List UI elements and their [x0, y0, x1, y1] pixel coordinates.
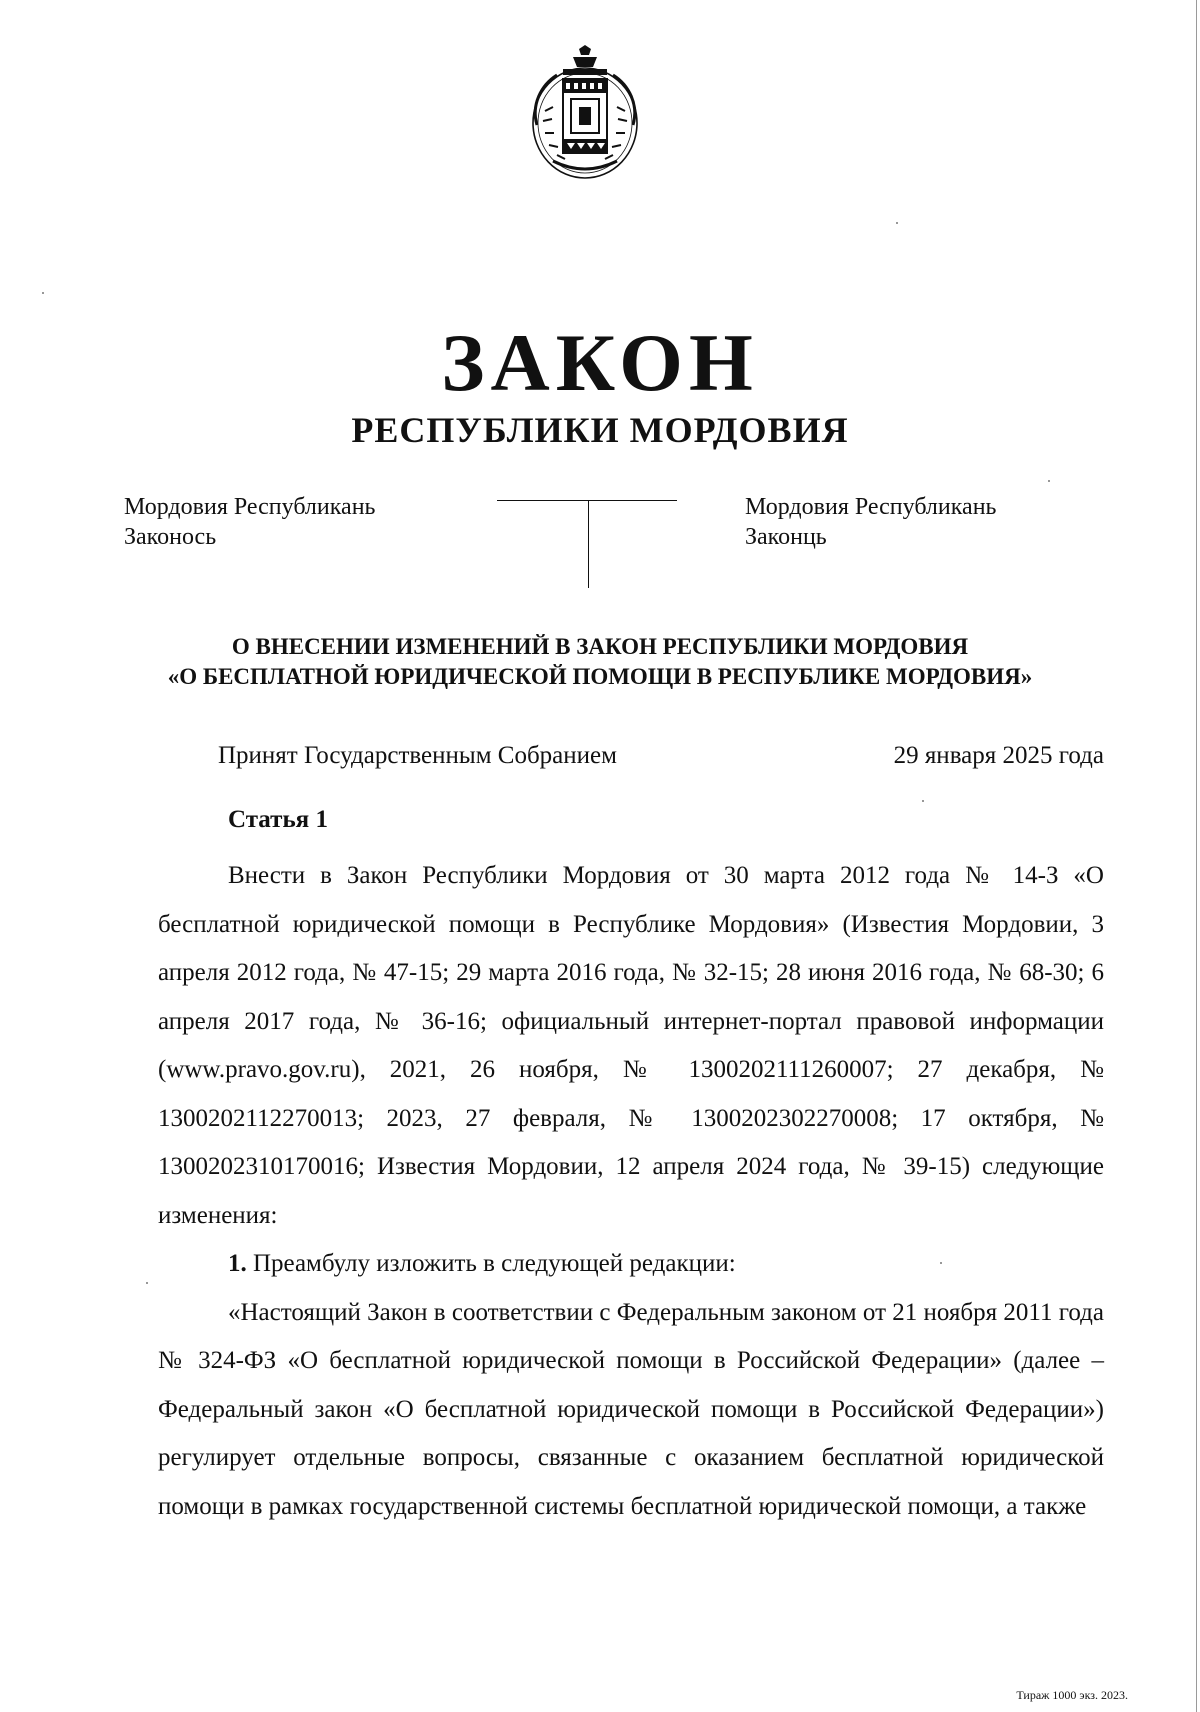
scan-speck	[42, 292, 44, 294]
item-text: Преамбулу изложить в следующей редакции:	[246, 1250, 736, 1277]
header-right-line: Мордовия Республикань	[745, 494, 997, 520]
scan-speck	[896, 222, 898, 224]
header-left-line: Законось	[124, 524, 217, 550]
article-item	[158, 1240, 1104, 1289]
item-number: 1.	[228, 1250, 247, 1277]
article-quote: «Настоящий Закон в соответствии с Федеральным законом от 21 ноября 2011 года № 324-ФЗ «О бесплатной юридической помощи в Российской Федерации» (далее – Федеральный закон «О бесплатной юридической помощи в Российской Федерации») регулирует отдельные вопросы, связанные с оказанием бесплатной юридической помощи в рамках государственной системы бесплатной юридической помощи, а также	[158, 1298, 1104, 1520]
article-body	[158, 852, 1104, 1531]
law-title-line: «О БЕСПЛАТНОЙ ЮРИДИЧЕСКОЙ ПОМОЩИ В РЕСПУБЛИКЕ МОРДОВИЯ»	[167, 664, 1033, 689]
article-paragraph: Внести в Закон Республики Мордовия от 30 марта 2012 года № 14-З «О бесплатной юридической помощи в Республике Мордовия» (Известия Мордовии, 3 апреля 2012 года, № 47-15; 29 марта 2016 года, № 32-15; 28 июня 2016 года, № 68-30; 6 апреля 2017 года, № 36-16; официальный интернет-портал правовой информации (www.pravo.gov.ru), 2021, 26 ноября, № 1300202111260007; 27 декабря, № 1300202112270013; 2023, 27 февраля, № 1300202302270008; 17 октября, № 1300202310170016; Известия Мордовии, 12 апреля 2024 года, № 39-15) следующие изменения:	[158, 862, 1104, 1229]
adoption-label: Принят Государственным Собранием	[218, 742, 617, 769]
law-title-line: О ВНЕСЕНИИ ИЗМЕНЕНИЙ В ЗАКОН РЕСПУБЛИКИ МОРДОВИЯ	[231, 634, 969, 659]
article-title: Статья 1	[228, 806, 328, 833]
header-divider-horizontal	[497, 500, 677, 501]
scan-speck	[146, 1282, 148, 1284]
document-subtitle: РЕСПУБЛИКИ МОРДОВИЯ	[351, 410, 849, 450]
header-left-mordovian	[124, 492, 375, 552]
law-title	[0, 632, 1200, 692]
header-right-line: Законць	[745, 524, 827, 550]
adoption-line	[0, 742, 1200, 772]
scan-speck	[922, 800, 924, 802]
header-left-line: Мордовия Республикань	[124, 494, 376, 520]
adoption-date: 29 января 2025 года	[893, 742, 1104, 769]
print-run-note: Тираж 1000 экз. 2023.	[1016, 1688, 1128, 1702]
coat-of-arms-icon	[523, 45, 647, 183]
scan-edge	[1196, 0, 1197, 1712]
header-right-mordovian	[745, 492, 996, 552]
document-title: ЗАКОН	[441, 317, 759, 408]
header-divider-vertical	[588, 500, 589, 588]
scan-speck	[1048, 480, 1050, 482]
